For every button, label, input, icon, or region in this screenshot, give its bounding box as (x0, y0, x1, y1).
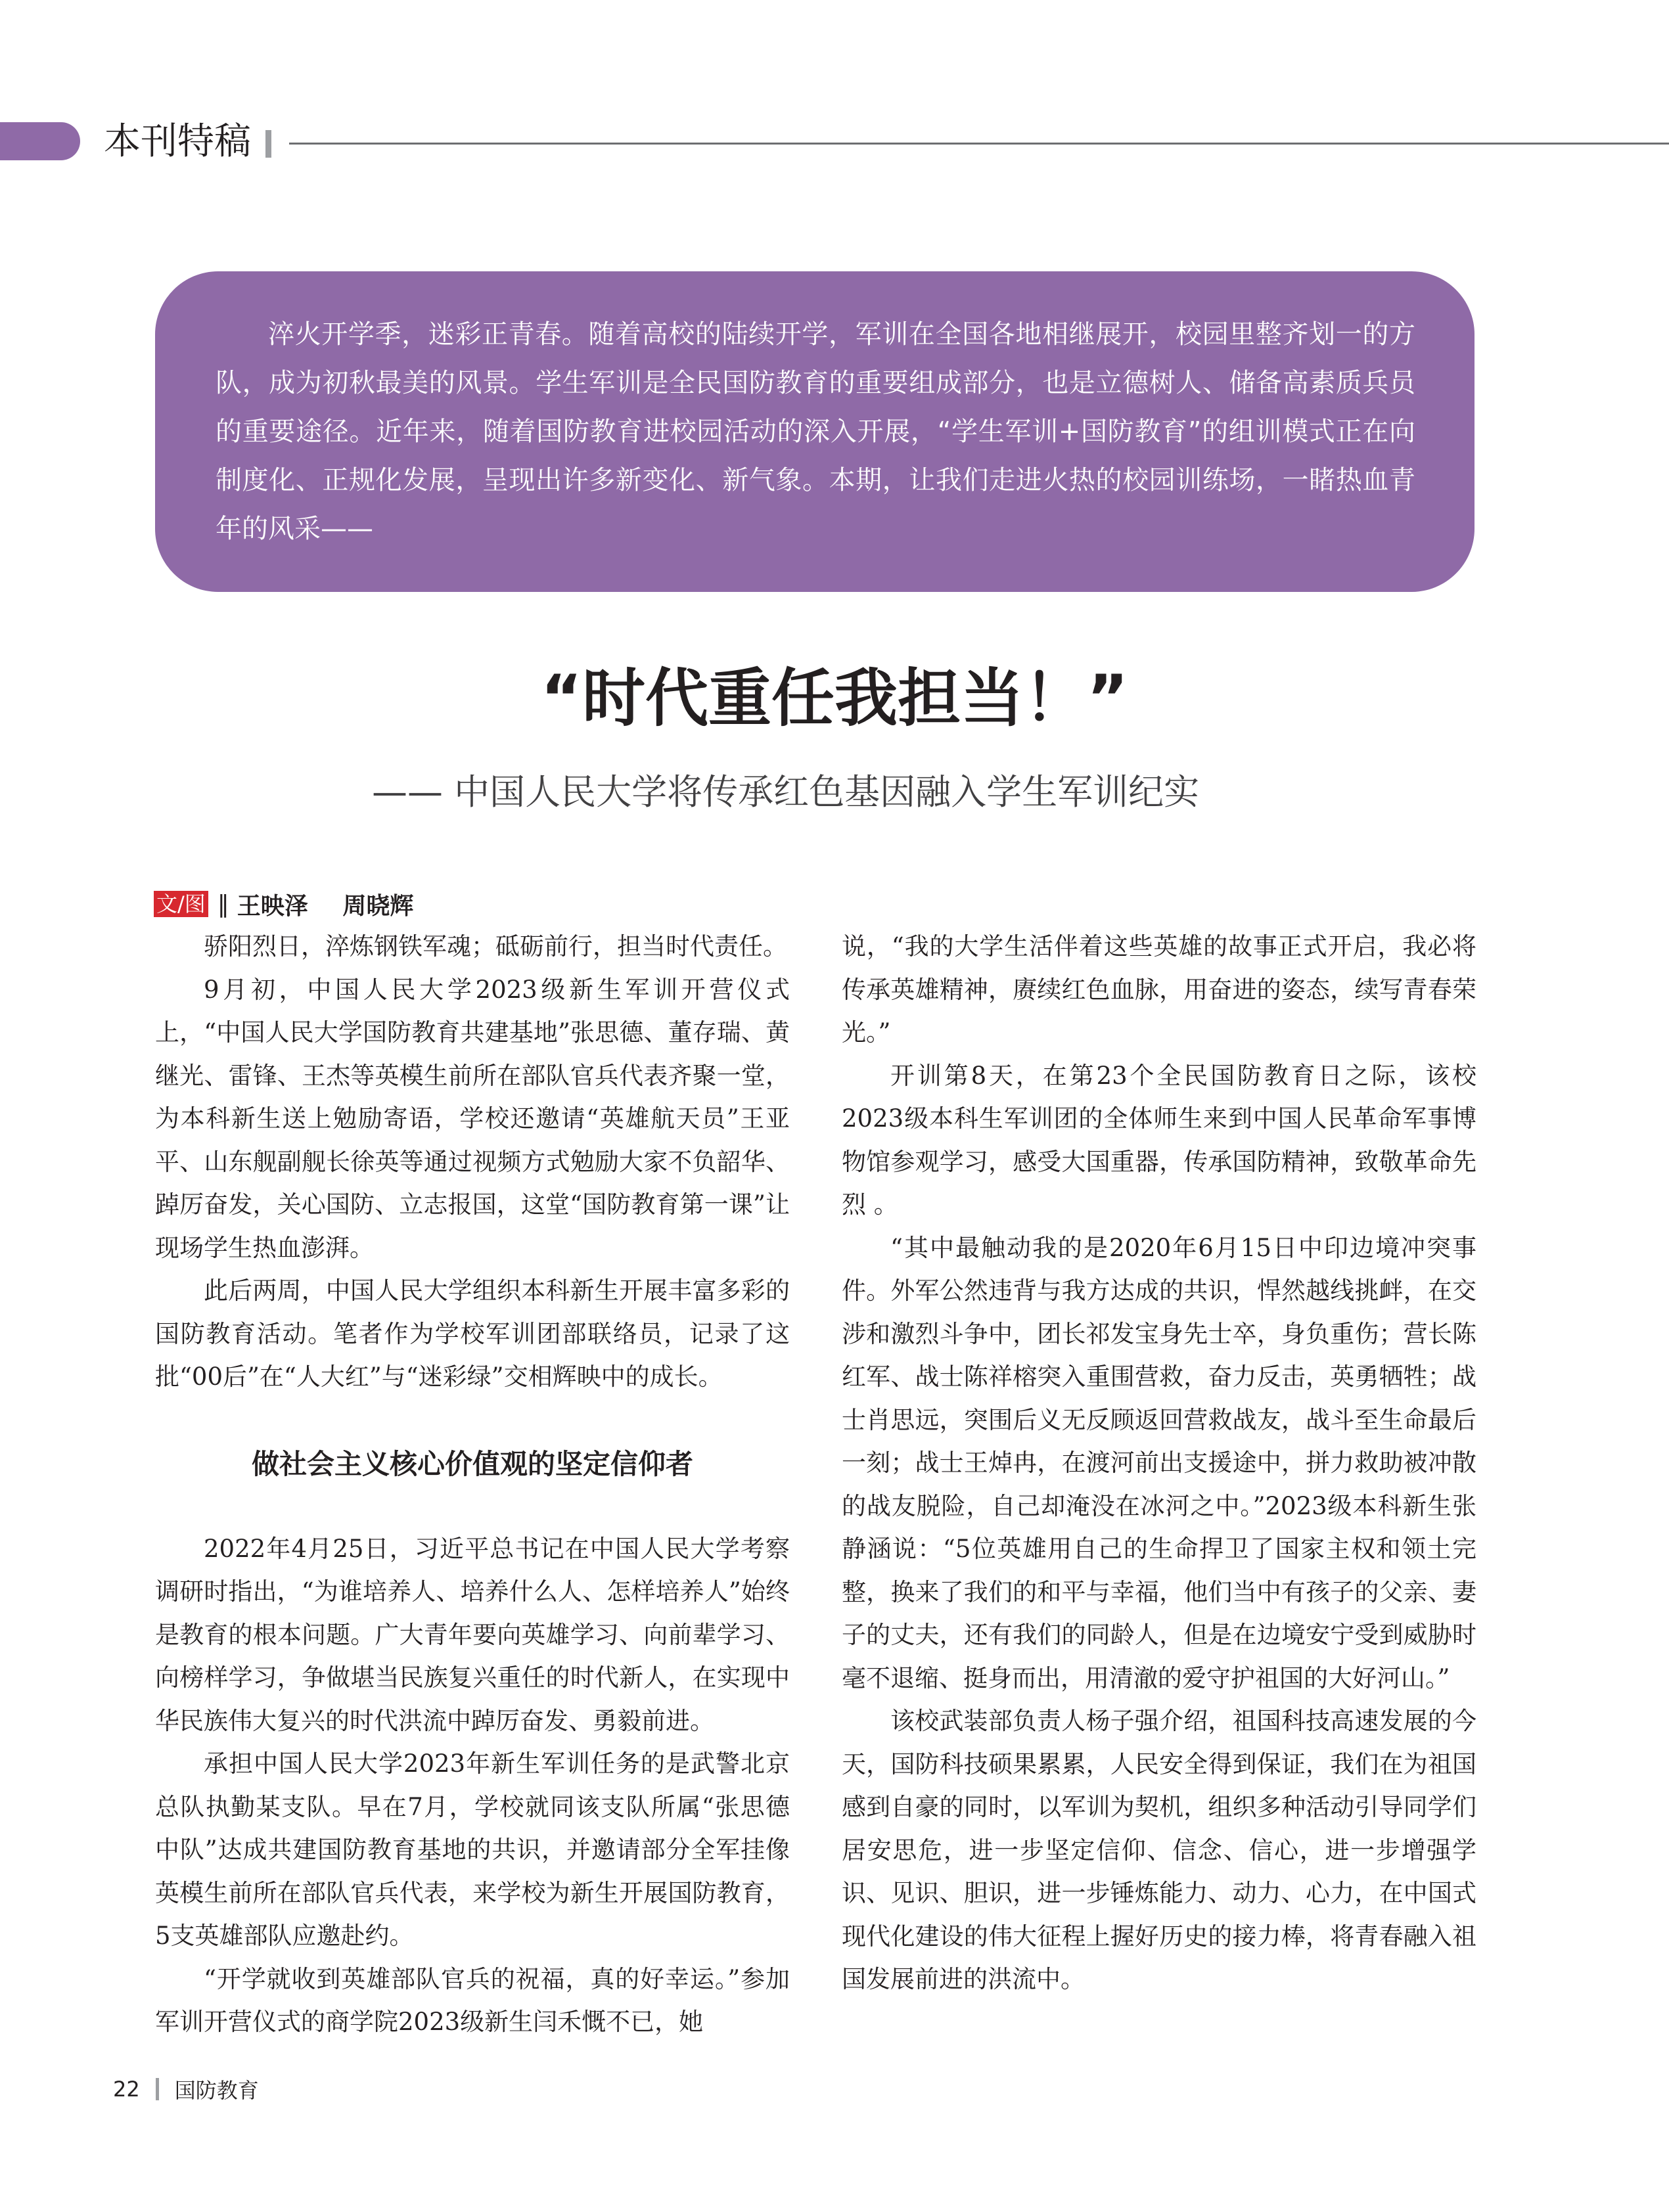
footer-separator (156, 2078, 159, 2100)
paragraph: 2022年4月25日，习近平总书记在中国人民大学考察调研时指出，“为谁培养人、培养什么人、怎样培养人”始终是教育的根本问题。广大青年要向英雄学习、向前辈学习、向榜样学习，争做堪当民族复兴重任的时代新人，在实现中华民族伟大复兴的时代洪流中踔厉奋发、勇毅前进。 (155, 1534, 790, 1735)
byline (154, 887, 413, 921)
paragraph: 开训第8天，在第23个全民国防教育日之际，该校2023级本科生军训团的全体师生来到中国人民革命军事博物馆参观学习，感受大国重器，传承国防精神，致敬革命先烈 。 (842, 1061, 1476, 1219)
article-title: “时代重任我担当！” (540, 662, 1129, 735)
paragraph: 说，“我的大学生活伴着这些英雄的故事正式开启，我必将传承英雄精神，赓续红色血脉，用奋进的姿态，续写青春荣光。” (842, 932, 1476, 1047)
byline-separator: ‖ (217, 890, 229, 918)
magazine-name: 国防教育 (174, 2078, 259, 2103)
header-rule (289, 143, 1669, 145)
byline-authors: 王映泽 周晓辉 (237, 892, 414, 920)
header-separator (265, 130, 271, 158)
byline-tag: 文/图 (154, 891, 208, 917)
article-subtitle: —— 中国人民大学将传承红色基因融入学生军训纪实 (372, 771, 1200, 813)
paragraph: 9月初，中国人民大学2023级新生军训开营仪式上，“中国人民大学国防教育共建基地”张思德、董存瑞、黄继光、雷锋、王杰等英模生前所在部队官兵代表齐聚一堂，为本科新生送上勉励寄语，学校还邀请“英雄航天员”王亚平、山东舰副舰长徐英等通过视频方式勉励大家不负韶华、踔厉奋发，关心国防、立志报国，这堂“国防教育第一课”让现场学生热血澎湃。 (155, 975, 790, 1262)
page-number: 22 (113, 2077, 140, 2102)
paragraph: 该校武装部负责人杨子强介绍，祖国科技高速发展的今天，国防科技硕果累累，人民安全得到保证，我们在为祖国感到自豪的同时，以军训为契机，组织多种活动引导同学们居安思危，进一步坚定信仰、信念、信心，进一步增强学识、见识、胆识，进一步锤炼能力、动力、心力，在中国式现代化建设的伟大征程上握好历史的接力棒，将青春融入祖国发展前进的洪流中。 (842, 1707, 1476, 1993)
section-header-bar (0, 122, 80, 160)
page-footer (113, 2074, 259, 2104)
paragraph: 承担中国人民大学2023年新生军训任务的是武警北京总队执勤某支队。早在7月，学校就同该支队所属“张思德中队”达成共建国防教育基地的共识，并邀请部分全军挂像英模生前所在部队官兵代表，来学校为新生开展国防教育，5支英雄部队应邀赴约。 (155, 1749, 790, 1950)
left-column (155, 925, 790, 2044)
right-column (842, 925, 1476, 2001)
section-heading: 做社会主义核心价值观的坚定信仰者 (251, 1447, 693, 1480)
paragraph: “其中最触动我的是2020年6月15日中印边境冲突事件。外军公然违背与我方达成的共识，悍然越线挑衅，在交涉和激烈斗争中，团长祁发宝身先士卒，身负重伤；营长陈红军、战士陈祥榕突入重围营救，奋力反击，英勇牺牲；战士肖思远，突围后义无反顾返回营救战友，战斗至生命最后一刻；战士王焯冉，在渡河前出支援途中，拼力救助被冲散的战友脱险，自己却淹没在冰河之中。”2023级本科新生张静涵说：“5位英雄用自己的生命捍卫了国家主权和领土完整，换来了我们的和平与幸福，他们当中有孩子的父亲、妻子的丈夫，还有我们的同龄人，但是在边境安宁受到威胁时毫不退缩、挺身而出，用清澈的爱守护祖国的大好河山。” (842, 1233, 1476, 1692)
section-title: 本刊特稿 (104, 120, 251, 163)
paragraph: “开学就收到英雄部队官兵的祝福，真的好幸运。”参加军训开营仪式的商学院2023级新生闫禾慨不已，她 (155, 1964, 790, 2036)
intro-text: 淬火开学季，迷彩正青春。随着高校的陆续开学，军训在全国各地相继展开，校园里整齐划一的方队，成为初秋最美的风景。学生军训是全民国防教育的重要组成部分，也是立德树人、储备高素质兵员的重要途径。近年来，随着国防教育进校园活动的深入开展，“学生军训+国防教育”的组训模式正在向制度化、正规化发展，呈现出许多新变化、新气象。本期，让我们走进火热的校园训练场，一睹热血青年的风采—— (216, 319, 1415, 544)
paragraph: 骄阳烈日，淬炼钢铁军魂；砥砺前行，担当时代责任。 (204, 932, 787, 960)
paragraph: 此后两周，中国人民大学组织本科新生开展丰富多彩的国防教育活动。笔者作为学校军训团部联络员，记录了这批“00后”在“人大红”与“迷彩绿”交相辉映中的成长。 (155, 1276, 790, 1391)
